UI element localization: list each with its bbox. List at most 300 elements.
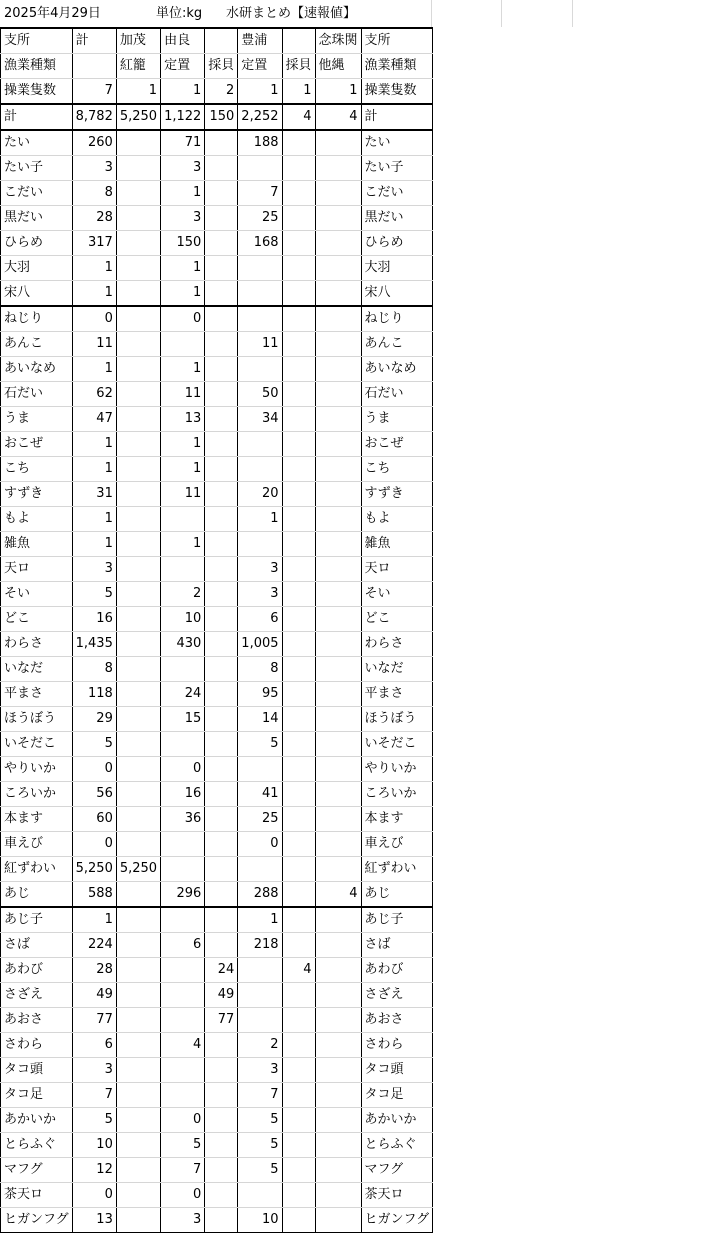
- value-cell[interactable]: [282, 1058, 315, 1083]
- value-cell[interactable]: [282, 1208, 315, 1233]
- value-cell[interactable]: 71: [161, 130, 205, 156]
- value-cell[interactable]: 10: [238, 1208, 282, 1233]
- row-label-cell[interactable]: 大羽: [1, 256, 73, 281]
- row-label-cell[interactable]: 計: [1, 104, 73, 130]
- value-cell[interactable]: [282, 1108, 315, 1133]
- value-cell[interactable]: [315, 782, 361, 807]
- value-cell[interactable]: [116, 807, 160, 832]
- value-cell[interactable]: [116, 582, 160, 607]
- value-cell[interactable]: 採貝: [282, 54, 315, 79]
- value-cell[interactable]: [282, 407, 315, 432]
- row-label-cell[interactable]: ほうぼう: [361, 707, 433, 732]
- row-label-cell[interactable]: 本ます: [1, 807, 73, 832]
- value-cell[interactable]: 2: [238, 1033, 282, 1058]
- value-cell[interactable]: 1: [161, 281, 205, 307]
- value-cell[interactable]: [315, 1208, 361, 1233]
- value-cell[interactable]: [116, 507, 160, 532]
- row-label-cell[interactable]: 車えび: [1, 832, 73, 857]
- value-cell[interactable]: [116, 958, 160, 983]
- row-label-cell[interactable]: あじ子: [1, 907, 73, 933]
- value-cell[interactable]: 0: [161, 757, 205, 782]
- value-cell[interactable]: 0: [161, 1183, 205, 1208]
- value-cell[interactable]: [315, 432, 361, 457]
- row-label-cell[interactable]: すずき: [361, 482, 433, 507]
- value-cell[interactable]: [116, 782, 160, 807]
- value-cell[interactable]: [205, 732, 238, 757]
- value-cell[interactable]: 11: [238, 332, 282, 357]
- value-cell[interactable]: [282, 231, 315, 256]
- row-label-cell[interactable]: いなだ: [1, 657, 73, 682]
- row-label-cell[interactable]: あいなめ: [361, 357, 433, 382]
- value-cell[interactable]: [282, 206, 315, 231]
- value-cell[interactable]: [161, 732, 205, 757]
- value-cell[interactable]: [282, 757, 315, 782]
- value-cell[interactable]: [315, 707, 361, 732]
- value-cell[interactable]: [238, 532, 282, 557]
- value-cell[interactable]: [238, 983, 282, 1008]
- row-label-cell[interactable]: 支所: [361, 28, 433, 54]
- value-cell[interactable]: 3: [238, 557, 282, 582]
- row-label-cell[interactable]: わらさ: [1, 632, 73, 657]
- row-label-cell[interactable]: 平まさ: [1, 682, 73, 707]
- row-label-cell[interactable]: ほうぼう: [1, 707, 73, 732]
- value-cell[interactable]: 5: [72, 582, 116, 607]
- value-cell[interactable]: 95: [238, 682, 282, 707]
- value-cell[interactable]: [315, 357, 361, 382]
- value-cell[interactable]: [116, 181, 160, 206]
- value-cell[interactable]: 7: [72, 1083, 116, 1108]
- value-cell[interactable]: [282, 607, 315, 632]
- value-cell[interactable]: [205, 782, 238, 807]
- value-cell[interactable]: [116, 632, 160, 657]
- row-label-cell[interactable]: ひらめ: [1, 231, 73, 256]
- value-cell[interactable]: [116, 1133, 160, 1158]
- value-cell[interactable]: [205, 933, 238, 958]
- value-cell[interactable]: 1: [72, 532, 116, 557]
- value-cell[interactable]: [282, 1133, 315, 1158]
- value-cell[interactable]: 1: [161, 181, 205, 206]
- value-cell[interactable]: [238, 1183, 282, 1208]
- value-cell[interactable]: 1: [161, 79, 205, 105]
- row-label-cell[interactable]: さざえ: [361, 983, 433, 1008]
- value-cell[interactable]: 430: [161, 632, 205, 657]
- value-cell[interactable]: [161, 1058, 205, 1083]
- value-cell[interactable]: 3: [161, 1208, 205, 1233]
- value-cell[interactable]: 0: [161, 1108, 205, 1133]
- value-cell[interactable]: 6: [72, 1033, 116, 1058]
- value-cell[interactable]: [116, 332, 160, 357]
- value-cell[interactable]: [315, 632, 361, 657]
- value-cell[interactable]: 5: [238, 1133, 282, 1158]
- value-cell[interactable]: [282, 857, 315, 882]
- value-cell[interactable]: [282, 532, 315, 557]
- value-cell[interactable]: [116, 907, 160, 933]
- row-label-cell[interactable]: あじ: [1, 882, 73, 908]
- row-label-cell[interactable]: ヒガンフグ: [1, 1208, 73, 1233]
- value-cell[interactable]: [282, 832, 315, 857]
- value-cell[interactable]: [282, 682, 315, 707]
- value-cell[interactable]: [116, 1033, 160, 1058]
- value-cell[interactable]: [205, 607, 238, 632]
- value-cell[interactable]: 採貝: [205, 54, 238, 79]
- value-cell[interactable]: [315, 130, 361, 156]
- row-label-cell[interactable]: 平まさ: [361, 682, 433, 707]
- value-cell[interactable]: [315, 557, 361, 582]
- value-cell[interactable]: 7: [72, 79, 116, 105]
- value-cell[interactable]: [315, 983, 361, 1008]
- value-cell[interactable]: 1: [238, 907, 282, 933]
- row-label-cell[interactable]: いなだ: [361, 657, 433, 682]
- value-cell[interactable]: [116, 933, 160, 958]
- value-cell[interactable]: [205, 707, 238, 732]
- value-cell[interactable]: [315, 482, 361, 507]
- value-cell[interactable]: 29: [72, 707, 116, 732]
- value-cell[interactable]: [161, 507, 205, 532]
- value-cell[interactable]: 20: [238, 482, 282, 507]
- value-cell[interactable]: 1: [116, 79, 160, 105]
- row-label-cell[interactable]: ころいか: [1, 782, 73, 807]
- value-cell[interactable]: [315, 832, 361, 857]
- value-cell[interactable]: [238, 757, 282, 782]
- value-cell[interactable]: 1: [72, 432, 116, 457]
- row-label-cell[interactable]: タコ頭: [1, 1058, 73, 1083]
- value-cell[interactable]: 4: [161, 1033, 205, 1058]
- row-label-cell[interactable]: マフグ: [361, 1158, 433, 1183]
- row-label-cell[interactable]: たい: [361, 130, 433, 156]
- value-cell[interactable]: [116, 983, 160, 1008]
- row-label-cell[interactable]: こだい: [1, 181, 73, 206]
- value-cell[interactable]: [116, 707, 160, 732]
- value-cell[interactable]: [282, 156, 315, 181]
- value-cell[interactable]: [116, 457, 160, 482]
- value-cell[interactable]: [282, 1183, 315, 1208]
- row-label-cell[interactable]: やりいか: [1, 757, 73, 782]
- value-cell[interactable]: 25: [238, 807, 282, 832]
- row-label-cell[interactable]: そい: [1, 582, 73, 607]
- row-label-cell[interactable]: あじ子: [361, 907, 433, 933]
- value-cell[interactable]: [282, 281, 315, 307]
- value-cell[interactable]: [205, 582, 238, 607]
- row-label-cell[interactable]: いそだこ: [1, 732, 73, 757]
- value-cell[interactable]: 11: [72, 332, 116, 357]
- row-label-cell[interactable]: あんこ: [1, 332, 73, 357]
- value-cell[interactable]: [238, 156, 282, 181]
- value-cell[interactable]: 0: [72, 1183, 116, 1208]
- value-cell[interactable]: [315, 958, 361, 983]
- value-cell[interactable]: [282, 907, 315, 933]
- row-label-cell[interactable]: 支所: [1, 28, 73, 54]
- value-cell[interactable]: [205, 457, 238, 482]
- row-label-cell[interactable]: タコ足: [361, 1083, 433, 1108]
- value-cell[interactable]: 24: [161, 682, 205, 707]
- value-cell[interactable]: [238, 457, 282, 482]
- value-cell[interactable]: 1: [282, 79, 315, 105]
- value-cell[interactable]: 3: [72, 1058, 116, 1083]
- row-label-cell[interactable]: 紅ずわい: [361, 857, 433, 882]
- value-cell[interactable]: [282, 482, 315, 507]
- value-cell[interactable]: 紅籠: [116, 54, 160, 79]
- value-cell[interactable]: [205, 407, 238, 432]
- value-cell[interactable]: [315, 507, 361, 532]
- value-cell[interactable]: 16: [72, 607, 116, 632]
- value-cell[interactable]: [315, 281, 361, 307]
- value-cell[interactable]: 34: [238, 407, 282, 432]
- row-label-cell[interactable]: たい: [1, 130, 73, 156]
- value-cell[interactable]: 1: [72, 281, 116, 307]
- value-cell[interactable]: [315, 1033, 361, 1058]
- row-label-cell[interactable]: 石だい: [1, 382, 73, 407]
- value-cell[interactable]: [282, 582, 315, 607]
- value-cell[interactable]: 36: [161, 807, 205, 832]
- value-cell[interactable]: [161, 332, 205, 357]
- row-label-cell[interactable]: とらふぐ: [1, 1133, 73, 1158]
- row-label-cell[interactable]: 雑魚: [361, 532, 433, 557]
- value-cell[interactable]: [161, 832, 205, 857]
- value-cell[interactable]: [282, 707, 315, 732]
- row-label-cell[interactable]: どこ: [1, 607, 73, 632]
- value-cell[interactable]: [116, 382, 160, 407]
- value-cell[interactable]: 49: [205, 983, 238, 1008]
- value-cell[interactable]: [116, 832, 160, 857]
- value-cell[interactable]: 168: [238, 231, 282, 256]
- value-cell[interactable]: [315, 156, 361, 181]
- value-cell[interactable]: [205, 882, 238, 908]
- value-cell[interactable]: [315, 933, 361, 958]
- value-cell[interactable]: 3: [72, 557, 116, 582]
- value-cell[interactable]: 8: [72, 181, 116, 206]
- value-cell[interactable]: 3: [161, 206, 205, 231]
- value-cell[interactable]: [282, 807, 315, 832]
- value-cell[interactable]: [315, 682, 361, 707]
- row-label-cell[interactable]: あかいか: [361, 1108, 433, 1133]
- value-cell[interactable]: 288: [238, 882, 282, 908]
- value-cell[interactable]: [282, 1158, 315, 1183]
- value-cell[interactable]: 25: [238, 206, 282, 231]
- value-cell[interactable]: 8: [238, 657, 282, 682]
- value-cell[interactable]: 3: [238, 1058, 282, 1083]
- value-cell[interactable]: 28: [72, 958, 116, 983]
- value-cell[interactable]: 2,252: [238, 104, 282, 130]
- value-cell[interactable]: 588: [72, 882, 116, 908]
- value-cell[interactable]: 218: [238, 933, 282, 958]
- value-cell[interactable]: 4: [282, 104, 315, 130]
- value-cell[interactable]: [205, 432, 238, 457]
- row-label-cell[interactable]: おこぜ: [361, 432, 433, 457]
- value-cell[interactable]: 1,005: [238, 632, 282, 657]
- value-cell[interactable]: [205, 532, 238, 557]
- row-label-cell[interactable]: あいなめ: [1, 357, 73, 382]
- value-cell[interactable]: [315, 582, 361, 607]
- value-cell[interactable]: [205, 482, 238, 507]
- value-cell[interactable]: [205, 807, 238, 832]
- value-cell[interactable]: [282, 382, 315, 407]
- value-cell[interactable]: 13: [161, 407, 205, 432]
- value-cell[interactable]: [116, 130, 160, 156]
- row-label-cell[interactable]: 黒だい: [361, 206, 433, 231]
- value-cell[interactable]: [315, 532, 361, 557]
- value-cell[interactable]: [315, 807, 361, 832]
- value-cell[interactable]: [205, 256, 238, 281]
- value-cell[interactable]: [205, 156, 238, 181]
- value-cell[interactable]: [205, 1033, 238, 1058]
- row-label-cell[interactable]: もよ: [1, 507, 73, 532]
- value-cell[interactable]: [205, 281, 238, 307]
- value-cell[interactable]: 8: [72, 657, 116, 682]
- value-cell[interactable]: 5,250: [116, 857, 160, 882]
- value-cell[interactable]: [282, 782, 315, 807]
- value-cell[interactable]: [116, 281, 160, 307]
- value-cell[interactable]: [116, 432, 160, 457]
- value-cell[interactable]: [116, 732, 160, 757]
- row-label-cell[interactable]: 天ロ: [1, 557, 73, 582]
- row-label-cell[interactable]: ころいか: [361, 782, 433, 807]
- value-cell[interactable]: 5: [72, 1108, 116, 1133]
- value-cell[interactable]: [116, 156, 160, 181]
- value-cell[interactable]: [315, 382, 361, 407]
- row-label-cell[interactable]: 漁業種類: [361, 54, 433, 79]
- value-cell[interactable]: [161, 1008, 205, 1033]
- value-cell[interactable]: 60: [72, 807, 116, 832]
- value-cell[interactable]: [205, 757, 238, 782]
- value-cell[interactable]: 118: [72, 682, 116, 707]
- value-cell[interactable]: [116, 206, 160, 231]
- row-label-cell[interactable]: 雑魚: [1, 532, 73, 557]
- value-cell[interactable]: 5: [238, 1158, 282, 1183]
- value-cell[interactable]: 加茂: [116, 28, 160, 54]
- row-label-cell[interactable]: 石だい: [361, 382, 433, 407]
- value-cell[interactable]: [205, 130, 238, 156]
- value-cell[interactable]: [238, 256, 282, 281]
- value-cell[interactable]: [315, 732, 361, 757]
- row-label-cell[interactable]: どこ: [361, 607, 433, 632]
- value-cell[interactable]: 1: [72, 357, 116, 382]
- value-cell[interactable]: [205, 1208, 238, 1233]
- value-cell[interactable]: 1,122: [161, 104, 205, 130]
- value-cell[interactable]: 317: [72, 231, 116, 256]
- value-cell[interactable]: [282, 557, 315, 582]
- row-label-cell[interactable]: さわら: [361, 1033, 433, 1058]
- value-cell[interactable]: 1: [72, 256, 116, 281]
- value-cell[interactable]: [205, 857, 238, 882]
- value-cell[interactable]: [282, 256, 315, 281]
- value-cell[interactable]: [205, 507, 238, 532]
- value-cell[interactable]: 260: [72, 130, 116, 156]
- value-cell[interactable]: 由良: [161, 28, 205, 54]
- value-cell[interactable]: [315, 607, 361, 632]
- row-label-cell[interactable]: あわび: [361, 958, 433, 983]
- value-cell[interactable]: [282, 732, 315, 757]
- value-cell[interactable]: [315, 306, 361, 332]
- value-cell[interactable]: [205, 1183, 238, 1208]
- row-label-cell[interactable]: 黒だい: [1, 206, 73, 231]
- value-cell[interactable]: [282, 632, 315, 657]
- row-label-cell[interactable]: こち: [1, 457, 73, 482]
- value-cell[interactable]: [315, 1058, 361, 1083]
- row-label-cell[interactable]: もよ: [361, 507, 433, 532]
- row-label-cell[interactable]: ねじり: [361, 306, 433, 332]
- value-cell[interactable]: [282, 130, 315, 156]
- value-cell[interactable]: 15: [161, 707, 205, 732]
- row-label-cell[interactable]: いそだこ: [361, 732, 433, 757]
- row-label-cell[interactable]: 茶天ロ: [1, 1183, 73, 1208]
- value-cell[interactable]: 豊浦: [238, 28, 282, 54]
- value-cell[interactable]: 5: [72, 732, 116, 757]
- value-cell[interactable]: [205, 332, 238, 357]
- value-cell[interactable]: [116, 1083, 160, 1108]
- value-cell[interactable]: [116, 557, 160, 582]
- value-cell[interactable]: [116, 657, 160, 682]
- value-cell[interactable]: [315, 1183, 361, 1208]
- value-cell[interactable]: 0: [238, 832, 282, 857]
- value-cell[interactable]: [315, 657, 361, 682]
- row-label-cell[interactable]: タコ頭: [361, 1058, 433, 1083]
- value-cell[interactable]: 7: [238, 181, 282, 206]
- value-cell[interactable]: 4: [282, 958, 315, 983]
- value-cell[interactable]: [116, 1008, 160, 1033]
- value-cell[interactable]: [205, 231, 238, 256]
- row-label-cell[interactable]: すずき: [1, 482, 73, 507]
- value-cell[interactable]: 0: [72, 757, 116, 782]
- value-cell[interactable]: [161, 958, 205, 983]
- value-cell[interactable]: 1: [315, 79, 361, 105]
- value-cell[interactable]: [116, 1058, 160, 1083]
- value-cell[interactable]: [116, 757, 160, 782]
- value-cell[interactable]: [116, 1158, 160, 1183]
- value-cell[interactable]: 6: [238, 607, 282, 632]
- value-cell[interactable]: [282, 181, 315, 206]
- value-cell[interactable]: 49: [72, 983, 116, 1008]
- value-cell[interactable]: [161, 983, 205, 1008]
- value-cell[interactable]: 10: [161, 607, 205, 632]
- value-cell[interactable]: [116, 231, 160, 256]
- row-label-cell[interactable]: ヒガンフグ: [361, 1208, 433, 1233]
- value-cell[interactable]: [116, 882, 160, 908]
- value-cell[interactable]: [315, 1108, 361, 1133]
- value-cell[interactable]: [282, 306, 315, 332]
- value-cell[interactable]: [238, 1008, 282, 1033]
- value-cell[interactable]: [161, 1083, 205, 1108]
- row-label-cell[interactable]: うま: [1, 407, 73, 432]
- value-cell[interactable]: [315, 457, 361, 482]
- value-cell[interactable]: [315, 1083, 361, 1108]
- value-cell[interactable]: 1: [238, 79, 282, 105]
- row-label-cell[interactable]: あかいか: [1, 1108, 73, 1133]
- value-cell[interactable]: 他縄: [315, 54, 361, 79]
- row-label-cell[interactable]: こち: [361, 457, 433, 482]
- value-cell[interactable]: 47: [72, 407, 116, 432]
- value-cell[interactable]: [315, 1008, 361, 1033]
- value-cell[interactable]: [116, 357, 160, 382]
- value-cell[interactable]: [205, 306, 238, 332]
- row-label-cell[interactable]: やりいか: [361, 757, 433, 782]
- row-label-cell[interactable]: 宋八: [361, 281, 433, 307]
- value-cell[interactable]: [238, 857, 282, 882]
- value-cell[interactable]: 計: [72, 28, 116, 54]
- value-cell[interactable]: [315, 231, 361, 256]
- value-cell[interactable]: 50: [238, 382, 282, 407]
- value-cell[interactable]: 188: [238, 130, 282, 156]
- value-cell[interactable]: 1: [161, 256, 205, 281]
- value-cell[interactable]: 11: [161, 382, 205, 407]
- value-cell[interactable]: 5: [238, 1108, 282, 1133]
- row-label-cell[interactable]: あわび: [1, 958, 73, 983]
- value-cell[interactable]: [205, 28, 238, 54]
- value-cell[interactable]: [205, 1133, 238, 1158]
- row-label-cell[interactable]: 本ます: [361, 807, 433, 832]
- row-label-cell[interactable]: 車えび: [361, 832, 433, 857]
- row-label-cell[interactable]: 操業隻数: [1, 79, 73, 105]
- value-cell[interactable]: [282, 457, 315, 482]
